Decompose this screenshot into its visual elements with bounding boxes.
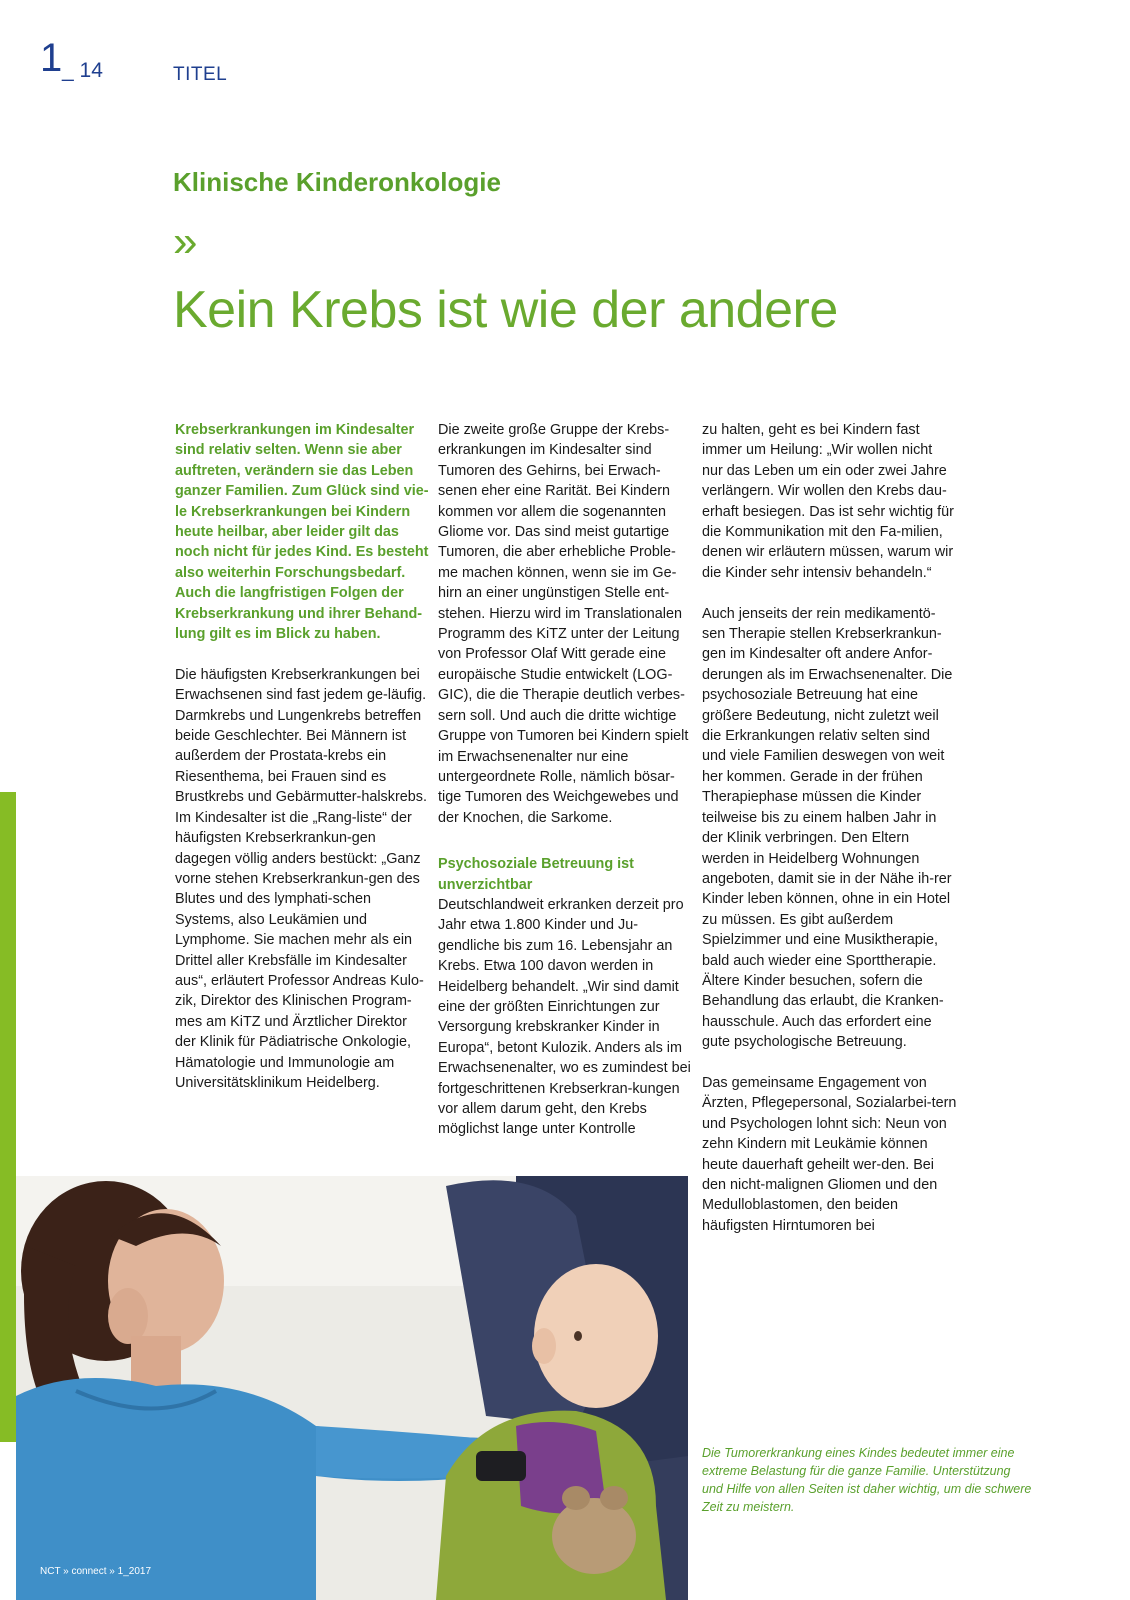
body-paragraph: Die zweite große Gruppe der Krebs-erkrankungen im Kindesalter sind Tumoren des Gehirns, bei Erwach-senen eher eine Rarität. Bei Kindern kommen vor allem die sogenannten Gliome vor. Das sind meist gutartige Tumoren, die aber erhebliche Proble-me machen können, wenn sie im Ge-hirn an einer ungünstigen Stelle ent-stehen. Hierzu wird im Translationalen Programm des KiTZ unter der Leitung von Professor Olaf Witt gerade eine europäische Studie entwickelt (LOG-GIC), die die Therapie deutlich verbes-sern soll. Und auch die dritte wichtige Gruppe von Tumoren bei Kindern spielt im Erwachsenenalter nur eine untergeordnete Rolle, nämlich bösar-tige Tumoren des Weichgewebes und der Knochen, die Sarkome. [438, 422, 689, 826]
text-column-1 [175, 420, 430, 1093]
body-paragraph: Auch jenseits der rein medikamentö-sen Therapie stellen Krebserkrankun-gen im Kindesalter oft andere Anfor-derungen als im Erwachsenenalter. Die psychosoziale Betreuung hat eine größere Bedeutung, nicht zuletzt weil die Erkrankungen relativ selten sind und viele Familien deswegen von weit her kommen. Gerade in der frühen Therapiephase müssen die Kinder teilweise bis zu einem halben Jahr in der Klinik verbringen. Den Eltern werden in Heidelberg Wohnungen angeboten, damit sie in der Nähe ih-rer Kinder leben können, ohne in ein Hotel zu müssen. Es gibt außerdem Spielzimmer und eine Musiktherapie, bald auch wieder eine Sporttherapie. Ältere Kinder besuchen, sofern die Behandlung das erlaubt, die Kranken-hausschule. Auch das erfordert eine gute psychologische Betreuung. [702, 605, 953, 1051]
issue-number: 1 [40, 36, 63, 80]
section-label: TITEL [173, 64, 228, 85]
article-kicker: Klinische Kinderonkologie [173, 167, 501, 197]
text-column-2 [438, 420, 693, 1140]
lead-paragraph: Krebserkrankungen im Kindesalter sind relativ selten. Wenn sie aber auftreten, verändern sie das Leben ganzer Familien. Zum Glück sind vie-le Krebserkrankungen bei Kindern heute heilbar, aber leider gilt das noch nicht für jedes Kind. Es besteht also weiterhin Forschungsbedarf. Auch die langfristigen Folgen der Krebserkrankung und ihrer Behand-lung gilt es im Blick zu haben. [175, 422, 429, 643]
body-paragraph: Deutschlandweit erkranken derzeit pro Jahr etwa 1.800 Kinder und Ju-gendliche bis zum 16. Lebensjahr an Krebs. Etwa 100 davon werden in Heidelberg behandelt. „Wir sind damit eine der größten Einrichtungen zur Versorgung krebskranker Kinder in Europa“, betont Kulozik. Anders als im Erwachsenenalter, wo es zumindest bei fortgeschrittenen Krebserkran-kungen vor allem darum geht, den Krebs möglichst lange unter Kontrolle [438, 896, 691, 1138]
article-headline: Kein Krebs ist wie der andere [173, 281, 838, 339]
body-paragraph: zu halten, geht es bei Kindern fast immer um Heilung: „Wir wollen nicht nur das Leben um ein oder zwei Jahre verlängern. Wir wollen den Krebs dau-erhaft besiegen. Das ist sehr wichtig für die Kommunikation mit den Fa-milien, denen wir erläutern müssen, warum wir die Kinder sehr intensiv behandeln.“ [702, 422, 954, 581]
page-number: _ 14 [62, 59, 103, 82]
side-accent-bar [0, 792, 16, 1442]
page-footer: NCT » connect » 1_2017 [40, 1566, 152, 1577]
text-column-3 [702, 420, 957, 1236]
photo-caption: Die Tumorerkrankung eines Kindes bedeutet immer eine extreme Belastung für die ganze Familie. Unterstützung und Hilfe von allen Seiten ist daher wichtig, um die schwere Zeit zu meistern. [702, 1446, 1032, 1514]
section-subheading: Psychosoziale Betreuung ist unverzichtbar [438, 856, 634, 893]
quote-mark-icon: » [173, 217, 198, 266]
article-photo [16, 1176, 688, 1600]
body-paragraph: Die häufigsten Krebserkrankungen bei Erwachsenen sind fast jedem ge-läufig. Darmkrebs und Lungenkrebs betreffen beide Geschlechter. Bei Männern ist außerdem der Prostata-krebs ein Riesenthema, bei Frauen sind es Brustkrebs und Gebärmutter-halskrebs. Im Kindesalter ist die „Rang-liste“ der häufigsten Krebserkrankun-gen dagegen völlig anders bestückt: „Ganz vorne stehen Krebserkrankun-gen des Blutes und des lymphati-schen Systems, also Leukämien und Lymphome. Sie machen mehr als ein Drittel aller Krebsfälle im Kindesalter aus“, erläutert Professor Andreas Kulo-zik, Direktor des Klinischen Program-mes am KiTZ und Ärztlicher Direktor der Klinik für Pädiatrische Onkologie, Hämatologie und Immunologie am Universitätsklinikum Heidelberg. [175, 666, 427, 1091]
body-paragraph: Das gemeinsame Engagement von Ärzten, Pflegepersonal, Sozialarbei-tern und Psychologen lohnt sich: Neun von zehn Kindern mit Leukämie können heute dauerhaft geheilt wer-den. Bei den nicht-malignen Gliomen und den Medulloblastomen, den beiden häufigsten Hirntumoren bei [702, 1074, 957, 1234]
